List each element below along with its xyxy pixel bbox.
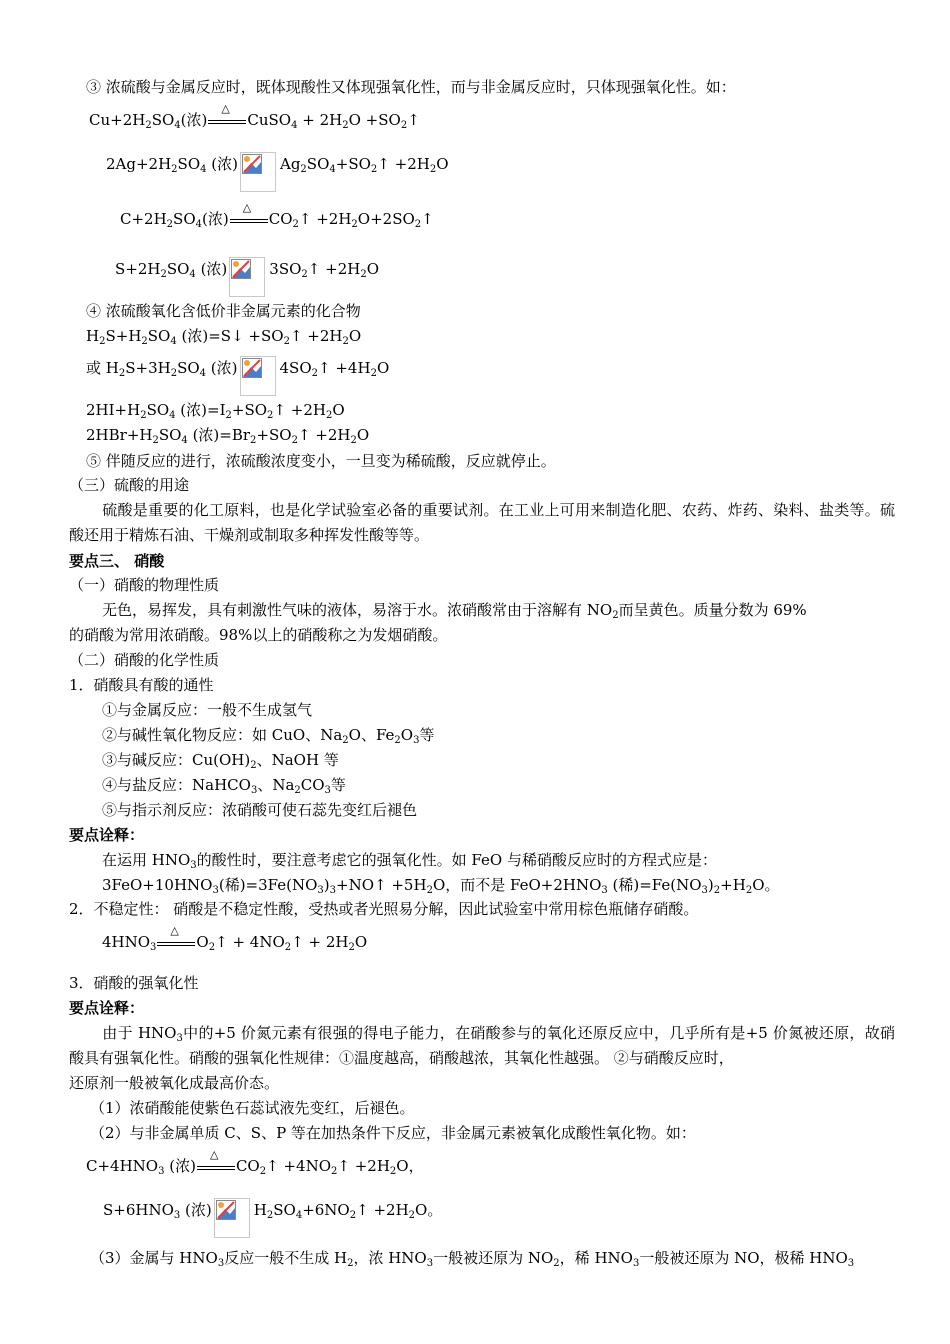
eq-term: ④与盐反应：NaHCO bbox=[102, 776, 251, 794]
gas-arrow: ↑ bbox=[407, 111, 420, 129]
eq-term: O， bbox=[396, 1157, 424, 1175]
subscript: 2 bbox=[713, 885, 721, 896]
eq-term: CO bbox=[268, 210, 293, 228]
subscript: 4 bbox=[181, 435, 188, 446]
equation-h2s bbox=[86, 326, 361, 346]
subscript: 3 bbox=[701, 885, 708, 896]
eq-term: +2H bbox=[349, 1157, 390, 1175]
subscript: 3 bbox=[173, 1210, 181, 1221]
text-line bbox=[102, 775, 346, 795]
eq-term: 由于 HNO bbox=[102, 1024, 177, 1042]
eq-term: 4HNO bbox=[102, 933, 151, 951]
eq-term: ，浓 HNO bbox=[353, 1249, 427, 1267]
subscript: 4 bbox=[174, 120, 181, 131]
section-heading: （一）硝酸的物理性质 bbox=[69, 576, 220, 594]
eq-term: +NO bbox=[336, 876, 375, 894]
eq-term: （3）金属与 HNO bbox=[90, 1249, 218, 1267]
text-line bbox=[102, 750, 339, 770]
broken-image-icon bbox=[240, 356, 276, 396]
subscript: 3 bbox=[324, 785, 331, 796]
eq-term: +SO bbox=[335, 155, 371, 173]
eq-term: (浓) bbox=[195, 260, 228, 278]
heat-triangle: △ bbox=[221, 102, 230, 115]
eq-term: +2H bbox=[285, 401, 326, 419]
subscript: 3 bbox=[176, 1033, 183, 1044]
subscript: 2 bbox=[170, 368, 178, 379]
subscript: 2 bbox=[360, 269, 367, 280]
subscript: 2 bbox=[300, 164, 307, 175]
eq-term: +2H bbox=[310, 426, 351, 444]
eq-term: ②与碱性氧化物反应：如 CuO、Na bbox=[102, 726, 343, 744]
equation-c bbox=[120, 201, 434, 230]
eq-term: O bbox=[366, 260, 380, 278]
paragraph-sulfuric-uses bbox=[69, 498, 895, 548]
subscript: 2 bbox=[118, 368, 126, 379]
subscript: 2 bbox=[414, 219, 422, 230]
eq-term: 3SO bbox=[269, 260, 302, 278]
text-line: 2．不稳定性： 硝酸是不稳定性酸，受热或者光照易分解，因此试验室中常用棕色瓶储存硝酸。 bbox=[69, 900, 699, 918]
eq-term: O bbox=[376, 359, 390, 377]
key-point-heading: 要点三、 硝酸 bbox=[69, 552, 165, 570]
eq-term: 2HI+H bbox=[86, 401, 141, 419]
gas-arrow: ↑ bbox=[289, 327, 303, 345]
paragraph-text: 硫酸是重要的化工原料，也是化学试验室必备的重要试剂。在工业上可用来制造化肥、农药、炸药、染料、盐类等。硫酸还用于精炼石油、干燥剂或制取多种挥发性酸等等。 bbox=[69, 501, 895, 544]
subscript: 2 bbox=[370, 164, 378, 175]
eq-term: (浓) bbox=[180, 1201, 212, 1219]
subscript: 4 bbox=[169, 410, 176, 421]
eq-term: 、Na bbox=[257, 776, 295, 794]
section-heading: （二）硝酸的化学性质 bbox=[69, 651, 220, 669]
subscript: 2 bbox=[426, 885, 433, 896]
eq-term: 一般被还原为 NO bbox=[433, 1249, 554, 1267]
subscript: 3 bbox=[413, 735, 420, 746]
eq-term: S+2H bbox=[115, 260, 161, 278]
eq-term: 等 bbox=[330, 776, 346, 794]
subscript: 2 bbox=[301, 269, 308, 280]
paragraph-oxidizing bbox=[69, 1021, 895, 1071]
eq-term: C+2H bbox=[120, 210, 167, 228]
gas-arrow: ↑ bbox=[266, 1157, 279, 1175]
equation-c-hno3 bbox=[86, 1148, 424, 1177]
subscript: 2 bbox=[292, 219, 299, 230]
eq-term: (稀)=Fe(NO bbox=[607, 876, 702, 894]
eq-term: C+4HNO bbox=[86, 1157, 159, 1175]
eq-term: SO bbox=[306, 155, 330, 173]
eq-term: O bbox=[436, 155, 449, 173]
subscript: 3 bbox=[329, 885, 337, 896]
subscript: 3 bbox=[632, 1258, 640, 1269]
heating-arrow bbox=[208, 102, 246, 131]
eq-term: O bbox=[196, 933, 209, 951]
eq-term: 在运用 HNO bbox=[102, 851, 191, 869]
eq-term: 3FeO+10HNO bbox=[102, 876, 213, 894]
eq-term: 无色，易挥发，具有刺激性气味的液体，易溶于水。浓硝酸常由于溶解有 NO bbox=[102, 601, 613, 619]
equation-hbr bbox=[86, 425, 369, 445]
heating-arrow bbox=[230, 201, 268, 230]
text-line bbox=[102, 600, 807, 620]
subscript: 2 bbox=[99, 336, 106, 347]
gas-arrow: ↑ bbox=[374, 876, 387, 894]
eq-term: (浓) bbox=[206, 155, 238, 173]
heat-triangle: △ bbox=[170, 924, 179, 937]
eq-term: SO bbox=[147, 327, 171, 345]
text-line bbox=[90, 1248, 854, 1268]
gas-arrow: ↑ bbox=[318, 359, 331, 377]
eq-term: H bbox=[253, 1201, 267, 1219]
subscript: 2 bbox=[294, 785, 301, 796]
eq-term: (浓)=Br bbox=[187, 426, 251, 444]
subscript: 4 bbox=[189, 269, 196, 280]
subscript: 2 bbox=[267, 410, 274, 421]
subscript: 2 bbox=[394, 735, 401, 746]
text-line: ⑤ 伴随反应的进行，浓硫酸浓度变小，一旦变为稀硫酸，反应就停止。 bbox=[86, 452, 556, 470]
subscript: 2 bbox=[349, 1210, 357, 1221]
eq-term: 而呈黄色。质量分数为 69% bbox=[618, 601, 807, 619]
subscript: 4 bbox=[195, 219, 202, 230]
eq-term: + 2H bbox=[297, 111, 343, 129]
heat-triangle: △ bbox=[242, 201, 252, 214]
eq-term: O、Fe bbox=[348, 726, 395, 744]
broken-image-icon bbox=[240, 152, 276, 192]
eq-term: SO bbox=[177, 155, 201, 173]
subscript: 3 bbox=[847, 1258, 855, 1269]
subscript: 2 bbox=[612, 610, 619, 621]
eq-term: 4SO bbox=[279, 359, 312, 377]
subscript: 2 bbox=[250, 435, 257, 446]
eq-term: (浓)=S bbox=[176, 327, 232, 345]
eq-term: 等 bbox=[419, 726, 435, 744]
eq-term: ) bbox=[707, 876, 714, 894]
subscript: 2 bbox=[225, 410, 232, 421]
subscript: 4 bbox=[200, 164, 207, 175]
eq-term: 一般被还原为 NO，极稀 HNO bbox=[639, 1249, 848, 1267]
text-line: 还原剂一般被氧化成最高价态。 bbox=[69, 1074, 280, 1092]
eq-term: (浓) bbox=[164, 1157, 196, 1175]
subscript: 2 bbox=[342, 735, 349, 746]
subscript: 2 bbox=[325, 410, 333, 421]
gas-arrow: ↑ bbox=[291, 933, 304, 951]
eq-term: +SO bbox=[231, 401, 268, 419]
subscript: 2 bbox=[284, 942, 292, 953]
eq-term: (浓) bbox=[202, 210, 229, 228]
subscript: 2 bbox=[350, 435, 357, 446]
subscript: 2 bbox=[291, 435, 298, 446]
subscript: 2 bbox=[347, 1258, 354, 1269]
subscript: 2 bbox=[408, 1210, 416, 1221]
eq-term: CO bbox=[235, 1157, 260, 1175]
eq-term: + 4NO bbox=[227, 933, 285, 951]
eq-term: 、NaOH 等 bbox=[256, 751, 339, 769]
eq-term: +4H bbox=[330, 359, 371, 377]
eq-term: SO bbox=[146, 401, 170, 419]
subscript: 3 bbox=[317, 885, 324, 896]
equation-hi bbox=[86, 400, 345, 420]
subscript: 3 bbox=[601, 885, 608, 896]
eq-term: +2H bbox=[302, 327, 343, 345]
eq-term: O bbox=[354, 933, 368, 951]
subscript: 4 bbox=[170, 336, 177, 347]
broken-image-icon bbox=[214, 1198, 250, 1238]
subscript: 2 bbox=[266, 1210, 274, 1221]
subscript: 2 bbox=[311, 368, 319, 379]
equation-ag bbox=[106, 154, 449, 192]
gas-arrow: ↑ bbox=[356, 1201, 369, 1219]
equation-s bbox=[115, 259, 379, 297]
subscript: 2 bbox=[745, 885, 753, 896]
eq-term: +H bbox=[720, 876, 746, 894]
subscript: 3 bbox=[158, 1166, 165, 1177]
subscript: 4 bbox=[199, 368, 207, 379]
subscript: 3 bbox=[190, 860, 197, 871]
eq-term: 反应一般不生成 H bbox=[224, 1249, 348, 1267]
eq-term: 或 H bbox=[86, 359, 119, 377]
subscript: 2 bbox=[166, 219, 174, 230]
key-point-heading: 要点诠释： bbox=[69, 826, 145, 844]
subscript: 2 bbox=[171, 164, 178, 175]
eq-term: SO bbox=[166, 260, 190, 278]
text-line: （1）浓硝酸能使紫色石蕊试液先变红，后褪色。 bbox=[90, 1099, 415, 1117]
gas-arrow: ↑ bbox=[297, 426, 311, 444]
eq-term: (浓) bbox=[206, 359, 238, 377]
subscript: 2 bbox=[160, 269, 167, 280]
eq-term: +2H bbox=[311, 210, 352, 228]
subscript: 2 bbox=[389, 1166, 397, 1177]
subscript: 2 bbox=[152, 435, 159, 446]
eq-term: O。 bbox=[415, 1201, 443, 1219]
eq-term: O。 bbox=[752, 876, 780, 894]
eq-term: ，稀 HNO bbox=[559, 1249, 633, 1267]
subscript: 2 bbox=[342, 120, 349, 131]
gas-arrow: ↑ bbox=[215, 933, 228, 951]
subscript: 2 bbox=[351, 219, 358, 230]
heat-triangle: △ bbox=[209, 1148, 219, 1161]
equation-feo bbox=[102, 875, 780, 895]
text-line: ④ 浓硫酸氧化含低价非金属元素的化合物 bbox=[86, 302, 361, 320]
eq-term: ) bbox=[323, 876, 330, 894]
equation-hno3-decomp bbox=[102, 924, 368, 953]
eq-term: S+6HNO bbox=[103, 1201, 174, 1219]
eq-term: SO bbox=[177, 359, 200, 377]
eq-term: +2H bbox=[368, 1201, 409, 1219]
subscript: 2 bbox=[348, 942, 355, 953]
equation-cu bbox=[89, 102, 420, 131]
subscript: 2 bbox=[250, 760, 257, 771]
gas-arrow: ↑ bbox=[337, 1157, 350, 1175]
eq-term: +2H bbox=[389, 155, 430, 173]
eq-term: +2H bbox=[320, 260, 361, 278]
eq-term: SO bbox=[173, 210, 196, 228]
eq-term: O +SO bbox=[348, 111, 401, 129]
eq-term: O，而不是 FeO+2HNO bbox=[432, 876, 602, 894]
subscript: 2 bbox=[259, 1166, 267, 1177]
eq-term: +SO bbox=[243, 327, 284, 345]
subscript: 2 bbox=[283, 336, 290, 347]
subscript: 2 bbox=[429, 164, 437, 175]
eq-term: O bbox=[348, 327, 362, 345]
eq-term: Cu+2H bbox=[89, 111, 146, 129]
text-line: 的硝酸为常用浓硝酸。98%以上的硝酸称之为发烟硝酸。 bbox=[69, 626, 448, 644]
subscript: 2 bbox=[553, 1258, 560, 1269]
subscript: 2 bbox=[342, 336, 349, 347]
heating-arrow bbox=[197, 1148, 235, 1177]
equation-h2s-alt bbox=[86, 358, 389, 396]
text-line bbox=[102, 850, 717, 870]
text-line: 3．硝酸的强氧化性 bbox=[69, 974, 199, 992]
eq-term: 2HBr+H bbox=[86, 426, 153, 444]
heating-arrow bbox=[157, 924, 195, 953]
eq-term: CO bbox=[300, 776, 325, 794]
eq-term: +6NO bbox=[302, 1201, 350, 1219]
subscript: 4 bbox=[329, 164, 336, 175]
eq-term: Ag bbox=[279, 155, 301, 173]
subscript: 2 bbox=[145, 120, 152, 131]
gas-arrow: ↑ bbox=[307, 260, 321, 278]
eq-term: O bbox=[332, 401, 345, 419]
text-line: 1．硝酸具有酸的通性 bbox=[69, 676, 214, 694]
key-point-heading: 要点诠释： bbox=[69, 999, 145, 1017]
gas-arrow: ↑ bbox=[377, 155, 390, 173]
eq-term: SO bbox=[273, 1201, 296, 1219]
subscript: 3 bbox=[150, 942, 157, 953]
eq-term: SO bbox=[151, 111, 175, 129]
gas-arrow: ↑ bbox=[298, 210, 312, 228]
eq-term: 2Ag+2H bbox=[106, 155, 172, 173]
eq-term: (浓) bbox=[180, 111, 208, 129]
eq-term: O bbox=[400, 726, 414, 744]
text-line bbox=[102, 725, 435, 745]
precipitate-arrow: ↓ bbox=[231, 327, 244, 345]
text-line: （2）与非金属单质 C、S、P 等在加热条件下反应，非金属元素被氧化成酸性氧化物。如： bbox=[90, 1124, 696, 1142]
eq-term: O bbox=[356, 426, 370, 444]
eq-term: +5H bbox=[386, 876, 427, 894]
text-line: ③ 浓硫酸与金属反应时，既体现酸性又体现强氧化性，而与非金属反应时，只体现强氧化性。如： bbox=[86, 78, 736, 96]
eq-term: +SO bbox=[256, 426, 292, 444]
eq-term: +4NO bbox=[278, 1157, 331, 1175]
eq-term: CuSO bbox=[247, 111, 292, 129]
eq-term: O+2SO bbox=[357, 210, 415, 228]
section-heading: （三）硫酸的用途 bbox=[69, 476, 190, 494]
subscript: 3 bbox=[217, 1258, 225, 1269]
eq-term: ③与碱反应：Cu(OH) bbox=[102, 751, 251, 769]
eq-term: 的酸性时，要注意考虑它的强氧化性。如 FeO 与稀硝酸反应时的方程式应是： bbox=[196, 851, 717, 869]
eq-term: S+3H bbox=[125, 359, 171, 377]
text-line: ⑤与指示剂反应：浓硝酸可使石蕊先变红后褪色 bbox=[102, 801, 418, 819]
eq-term: (稀)=3Fe(NO bbox=[218, 876, 318, 894]
subscript: 2 bbox=[331, 1166, 338, 1177]
eq-term: S+H bbox=[105, 327, 142, 345]
gas-arrow: ↑ bbox=[273, 401, 286, 419]
eq-term: (浓)=I bbox=[175, 401, 226, 419]
gas-arrow: ↑ bbox=[421, 210, 434, 228]
eq-term: + 2H bbox=[303, 933, 349, 951]
broken-image-icon bbox=[229, 257, 265, 297]
subscript: 2 bbox=[208, 942, 216, 953]
subscript: 2 bbox=[141, 336, 148, 347]
subscript: 2 bbox=[140, 410, 147, 421]
subscript: 2 bbox=[370, 368, 377, 379]
paragraph-text: 中的+5 价氮元素有很强的得电子能力，在硝酸参与的氧化还原反应中，几乎所有是+5 价氮被还原，故硝酸具有强氧化性。硝酸的强氧化性规律：①温度越高，硝酸越浓，其氧化性越强。 ②与硝酸反应时， bbox=[69, 1024, 895, 1067]
subscript: 3 bbox=[426, 1258, 434, 1269]
subscript: 4 bbox=[295, 1210, 303, 1221]
eq-term: SO bbox=[158, 426, 182, 444]
subscript: 3 bbox=[250, 785, 258, 796]
subscript: 4 bbox=[291, 120, 298, 131]
equation-s-hno3 bbox=[103, 1200, 442, 1238]
subscript: 2 bbox=[400, 120, 408, 131]
eq-term: H bbox=[86, 327, 100, 345]
subscript: 3 bbox=[212, 885, 219, 896]
text-line: ①与金属反应：一般不生成氢气 bbox=[102, 701, 313, 719]
